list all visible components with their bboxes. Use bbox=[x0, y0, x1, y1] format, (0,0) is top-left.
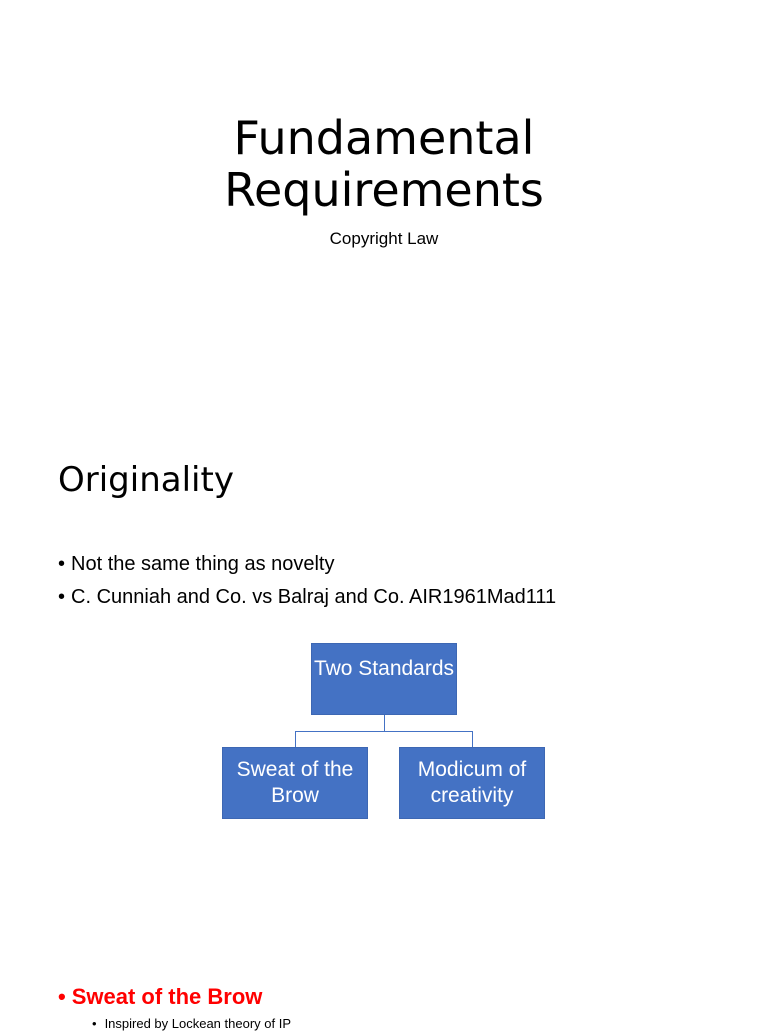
slide-sweat-of-the-brow bbox=[0, 960, 768, 1031]
bullet-item: • Not the same thing as novelty bbox=[58, 548, 556, 581]
bullet-item: • C. Cunniah and Co. vs Balraj and Co. AIR1961Mad111 bbox=[58, 581, 556, 614]
sweat-heading-bullet-list bbox=[58, 984, 262, 1010]
title-line-1: Fundamental bbox=[233, 111, 535, 165]
org-box-label-line: Modicum of bbox=[417, 758, 527, 781]
org-chart bbox=[0, 420, 768, 980]
org-box-label: Two Standards bbox=[313, 657, 455, 680]
org-box-label-line: creativity bbox=[430, 784, 514, 807]
connector-horizontal bbox=[295, 731, 473, 732]
connector-vertical-left bbox=[295, 731, 296, 747]
slide-subtitle: Copyright Law bbox=[329, 229, 439, 248]
org-box-label-line: Brow bbox=[271, 784, 319, 807]
sweat-sub-bullet: • Inspired by Lockean theory of IP bbox=[92, 1016, 291, 1031]
org-box-two-standards bbox=[311, 643, 457, 715]
sweat-heading-bullet: • Sweat of the Brow bbox=[58, 984, 262, 1010]
slide-originality bbox=[0, 420, 768, 980]
connector-vertical-root bbox=[384, 715, 385, 731]
connector-vertical-right bbox=[472, 731, 473, 747]
org-box-modicum-of-creativity bbox=[399, 747, 545, 819]
slide-title bbox=[0, 0, 768, 300]
title-line-2: Requirements bbox=[224, 163, 544, 217]
slide-title-heading bbox=[0, 112, 768, 216]
originality-heading: Originality bbox=[58, 460, 234, 500]
org-box-sweat-of-the-brow bbox=[222, 747, 368, 819]
org-box-label-line: Sweat of the bbox=[236, 758, 354, 781]
